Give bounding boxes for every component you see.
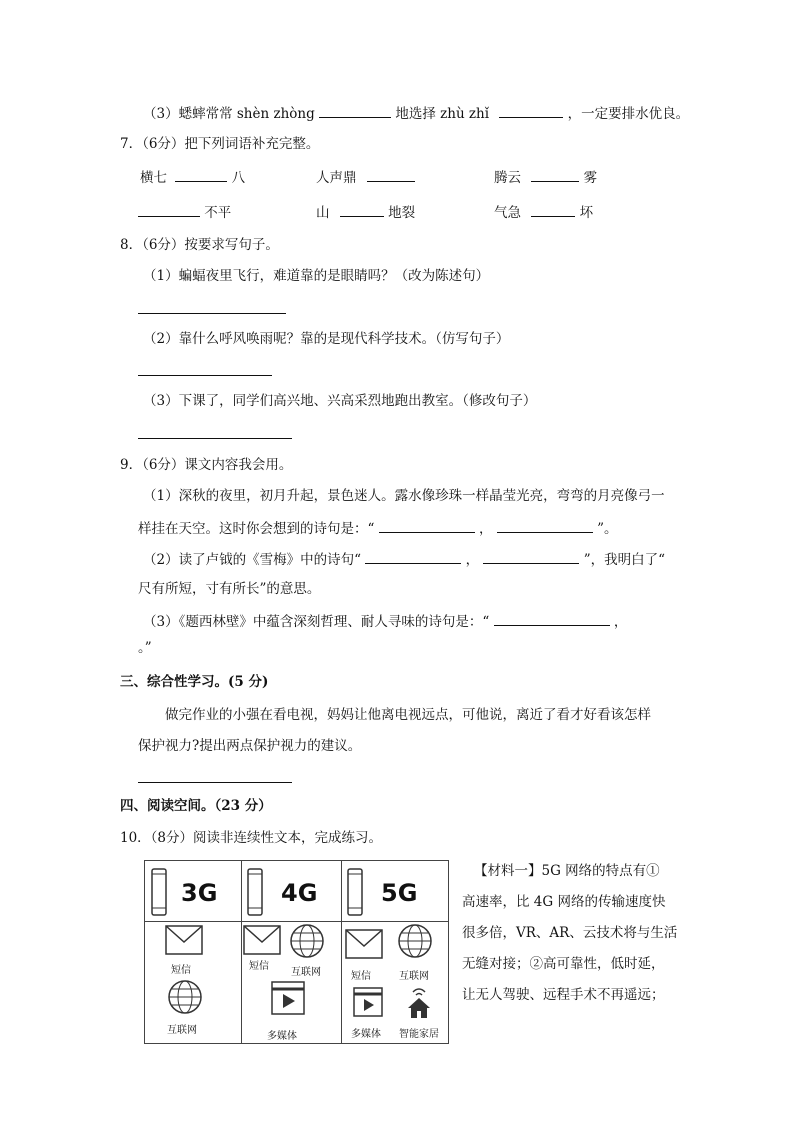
q10-title: 10．（8分）阅读非连续性文本，完成练习。 (120, 830, 383, 846)
answer-blank[interactable] (379, 518, 475, 533)
material1-line4: 无缝对接；②高可靠性，低时延， (462, 956, 665, 972)
answer-blank[interactable] (367, 167, 415, 182)
q7-suffix: 不平 (204, 205, 232, 221)
q8-item1: （1）蝙蝠夜里飞行，难道靠的是眼睛吗？（改为陈述句） (143, 268, 490, 284)
q8-item2: （2）靠什么呼风唤雨呢？靠的是现代科学技术。（仿写句子） (143, 331, 510, 347)
q9-text: （2）读了卢钺的《雪梅》中的诗句“ (143, 552, 361, 568)
generation-label: 4G (281, 879, 318, 907)
media-player-icon (271, 981, 305, 1015)
q9-item3-line2: 。” (138, 640, 152, 656)
section4-title: 四、阅读空间。（23 分） (120, 798, 272, 814)
media-player-icon (353, 987, 383, 1017)
q7-row1-item2 (316, 167, 415, 187)
q9-title: 9．（6分）课文内容我会用。 (120, 457, 293, 473)
q8-title: 8．（6分）按要求写句子。 (120, 237, 279, 253)
phone-icon (247, 868, 263, 916)
section3-line1: 做完作业的小强在看电视，妈妈让他离电视远点，可他说，离近了看才好看该怎样 (165, 707, 651, 723)
q6-item3 (143, 103, 689, 123)
answer-blank[interactable] (531, 167, 579, 182)
q9-item1-line2 (138, 518, 618, 538)
material1-line3: 很多倍，VR、AR、云技术将与生活 (462, 925, 678, 941)
q7-row1-item3 (494, 167, 597, 187)
q9-text: ”。 (597, 521, 618, 537)
q9-text: （3）《题西林壁》中蕴含深刻哲理、耐人寻味的诗句是：“ (143, 614, 490, 630)
phone-icon (347, 868, 363, 916)
q7-prefix: 人声鼎 (316, 170, 357, 186)
q7-row2-item2 (316, 202, 415, 222)
answer-blank[interactable] (499, 103, 563, 118)
phone-icon (151, 868, 167, 916)
column-4g (241, 861, 341, 1043)
q6-item3-mid: 地选择 zhù zhǐ (395, 106, 490, 122)
answer-blank[interactable] (483, 549, 579, 564)
q9-item2-line1 (143, 549, 665, 569)
q6-item3-post: ，一定要排水优良。 (567, 106, 690, 122)
q9-item1-line1: （1）深秋的夜里，初月升起，景色迷人。露水像珍珠一样晶莹光亮，弯弯的月亮像弓一 (143, 488, 665, 504)
q8-item3: （3）下课了，同学们高兴地、兴高采烈地跑出教室。（修改句子） (143, 393, 537, 409)
q9-text: ， (613, 614, 628, 630)
q7-prefix: 腾云 (494, 170, 521, 186)
q7-suffix: 雾 (583, 170, 598, 186)
q7-prefix: 气急 (494, 205, 521, 221)
answer-line[interactable] (138, 375, 272, 376)
material1-line5: 让无人驾驶、远程手术不再遥远； (462, 987, 665, 1003)
column-5g (341, 861, 448, 1043)
envelope-icon (165, 925, 203, 955)
column-3g (145, 861, 241, 1043)
q7-prefix: 山 (316, 205, 330, 221)
q9-item2-line2: 尺有所短，寸有所长”的意思。 (138, 581, 321, 597)
answer-blank[interactable] (319, 103, 391, 118)
q7-row1-item1 (140, 167, 245, 187)
q6-item3-pre: （3）蟋蟀常常 shèn zhòng (143, 106, 315, 122)
globe-icon (167, 979, 203, 1015)
feature-label: 多媒体 (267, 1031, 297, 1042)
feature-label: 互联网 (399, 971, 429, 982)
feature-label: 智能家居 (399, 1029, 439, 1040)
q9-text: ”，我明白了“ (583, 552, 665, 568)
envelope-icon (243, 925, 281, 955)
feature-label: 短信 (249, 961, 269, 972)
q7-suffix: 坏 (579, 205, 594, 221)
answer-line[interactable] (138, 782, 292, 783)
globe-icon (289, 923, 325, 959)
answer-blank[interactable] (340, 202, 384, 217)
answer-blank[interactable] (175, 167, 227, 182)
q7-row2-item3 (494, 202, 593, 222)
material1-line1: 【材料一】5G 网络的特点有① (474, 863, 660, 879)
answer-line[interactable] (138, 438, 292, 439)
feature-label: 多媒体 (351, 1029, 381, 1040)
answer-blank[interactable] (531, 202, 575, 217)
feature-label: 互联网 (167, 1025, 197, 1036)
smart-home-icon (407, 985, 431, 1019)
q9-text: ， (465, 552, 480, 568)
globe-icon (397, 923, 433, 959)
feature-label: 短信 (351, 971, 371, 982)
answer-blank[interactable] (365, 549, 461, 564)
q7-row2-item1 (138, 202, 231, 222)
answer-line[interactable] (138, 313, 286, 314)
generation-label: 3G (181, 879, 218, 907)
q9-text: ， (479, 521, 493, 537)
q7-suffix: 八 (231, 170, 246, 186)
generation-label: 5G (381, 879, 418, 907)
answer-blank[interactable] (494, 611, 610, 626)
q7-prefix: 横七 (140, 170, 167, 186)
q7-title: 7．（6分）把下列词语补充完整。 (120, 136, 320, 152)
material1-line2: 高速率，比 4G 网络的传输速度快 (462, 894, 666, 910)
network-comparison-figure (144, 860, 449, 1044)
q9-text: 样挂在天空。这时你会想到的诗句是：“ (138, 521, 375, 537)
q9-item3-line1 (143, 611, 627, 631)
section3-line2: 保护视力?提出两点保护视力的建议。 (138, 738, 362, 754)
feature-label: 短信 (171, 965, 191, 976)
feature-label: 互联网 (291, 967, 321, 978)
section3-title: 三、综合性学习。(5 分) (120, 674, 269, 690)
answer-blank[interactable] (497, 518, 593, 533)
q7-suffix: 地裂 (388, 205, 416, 221)
envelope-icon (345, 929, 383, 959)
answer-blank[interactable] (138, 202, 200, 217)
